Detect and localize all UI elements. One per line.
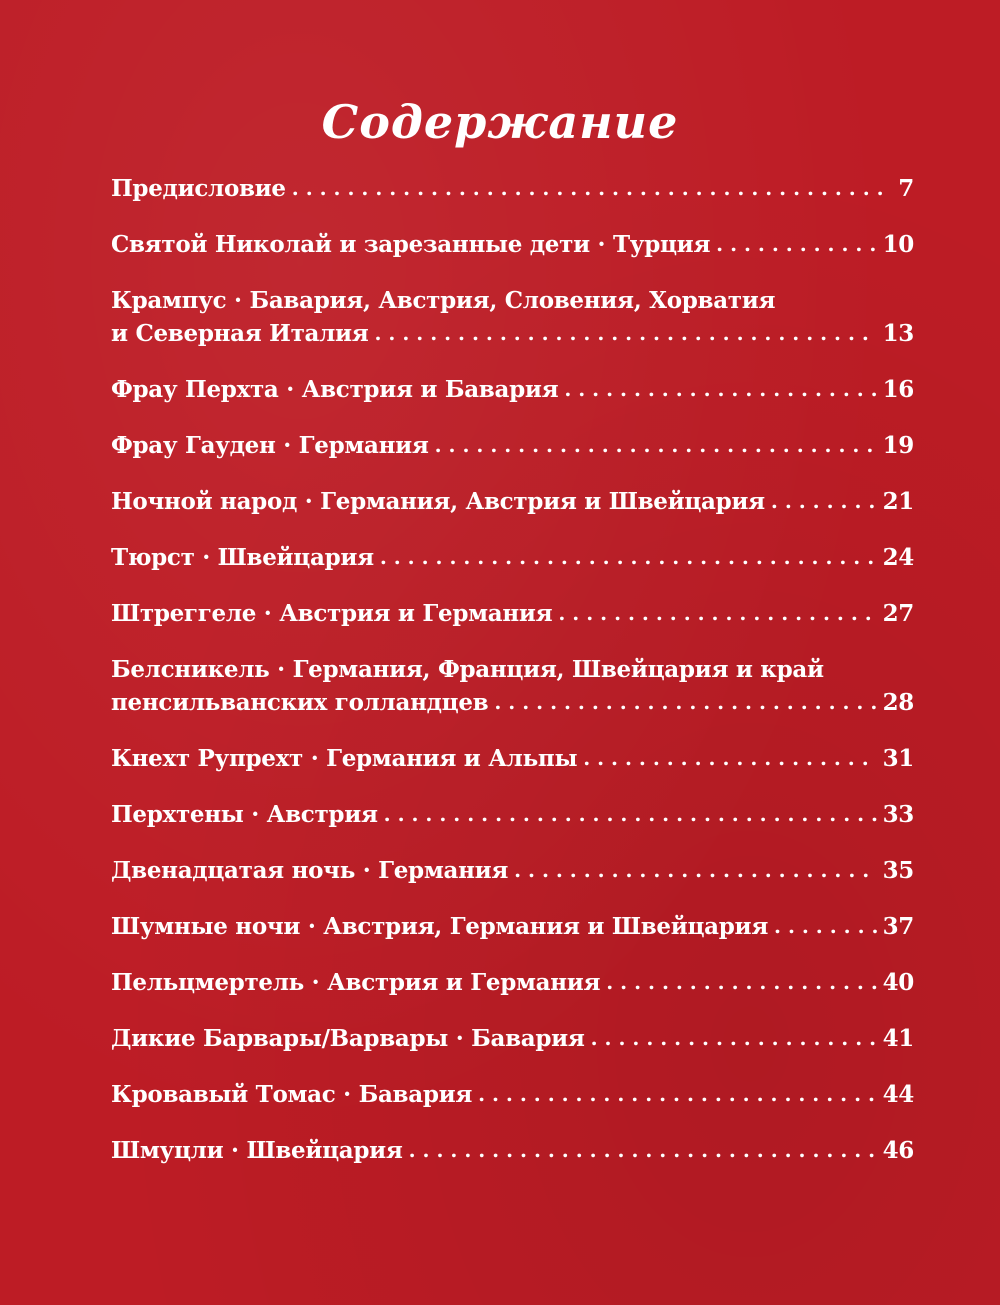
dot-leader — [771, 484, 877, 518]
toc-entry-title: Дикие Барвары/Варвары · Бавария — [111, 1025, 585, 1052]
toc-entry-title: Предисловие — [111, 175, 286, 202]
toc-page-number: 10 — [882, 231, 914, 258]
dot-leader — [380, 540, 877, 574]
toc-page-number: 24 — [882, 544, 914, 571]
dot-leader — [583, 741, 876, 775]
toc-entry-title: Двенадцатая ночь · Германия — [111, 857, 509, 884]
toc-page-number: 41 — [882, 1025, 914, 1052]
toc-page-number: 7 — [898, 175, 914, 202]
toc-page-number: 16 — [882, 376, 914, 403]
toc-entry-title: Пельцмертель · Австрия и Германия — [111, 969, 601, 996]
toc-page-number: 46 — [882, 1137, 914, 1164]
toc-page-number: 28 — [882, 689, 914, 716]
toc-entry-title: Штреггеле · Австрия и Германия — [111, 600, 553, 627]
toc-entry-title: Кнехт Рупрехт · Германия и Альпы — [111, 745, 578, 772]
toc-entry-title: Тюрст · Швейцария — [111, 544, 374, 571]
toc-page-number: 13 — [882, 320, 914, 347]
dot-leader — [292, 171, 882, 205]
table-of-contents — [111, 172, 914, 1190]
toc-entry-title: и Северная Италия — [111, 320, 369, 347]
toc-entry[interactable] — [111, 653, 914, 720]
toc-entry[interactable] — [111, 373, 914, 407]
dot-leader — [409, 1133, 877, 1167]
dot-leader — [494, 685, 876, 719]
toc-entry[interactable] — [111, 429, 914, 463]
toc-page-number: 44 — [882, 1081, 914, 1108]
dot-leader — [564, 372, 876, 406]
dot-leader — [774, 909, 877, 943]
toc-entry[interactable] — [111, 910, 914, 944]
toc-entry[interactable] — [111, 1078, 914, 1112]
toc-page-number: 19 — [882, 432, 914, 459]
toc-page-number: 40 — [882, 969, 914, 996]
dot-leader — [384, 797, 877, 831]
dot-leader — [435, 428, 877, 462]
toc-page-number: 37 — [882, 913, 914, 940]
toc-entry[interactable] — [111, 541, 914, 575]
toc-entry[interactable] — [111, 172, 914, 206]
toc-page-number: 35 — [882, 857, 914, 884]
page-title: Содержание — [321, 95, 679, 149]
dot-leader — [514, 853, 876, 887]
toc-entry[interactable] — [111, 597, 914, 631]
toc-page-number: 27 — [882, 600, 914, 627]
toc-entry[interactable] — [111, 742, 914, 776]
toc-entry-title-line1: Крампус · Бавария, Австрия, Словения, Хорватия — [111, 287, 776, 314]
dot-leader — [716, 227, 876, 261]
toc-entry[interactable] — [111, 854, 914, 888]
toc-entry-title: Шмуцли · Швейцария — [111, 1137, 403, 1164]
toc-page-number: 21 — [882, 488, 914, 515]
toc-entry-title: Кровавый Томас · Бавария — [111, 1081, 473, 1108]
toc-entry-title: Перхтены · Австрия — [111, 801, 378, 828]
toc-entry[interactable] — [111, 798, 914, 832]
toc-entry-title: Шумные ночи · Австрия, Германия и Швейцария — [111, 913, 769, 940]
toc-entry[interactable] — [111, 1022, 914, 1056]
toc-entry-title-line1: Белсникель · Германия, Франция, Швейцария и край — [111, 656, 824, 683]
toc-entry[interactable] — [111, 228, 914, 262]
dot-leader — [558, 596, 876, 630]
toc-entry[interactable] — [111, 1134, 914, 1168]
toc-entry[interactable] — [111, 485, 914, 519]
toc-page-number: 31 — [882, 745, 914, 772]
toc-entry[interactable] — [111, 284, 914, 351]
dot-leader — [591, 1021, 877, 1055]
toc-entry[interactable] — [111, 966, 914, 1000]
toc-entry-title: Фрау Гауден · Германия — [111, 432, 429, 459]
dot-leader — [375, 316, 877, 350]
toc-entry-title: Фрау Перхта · Австрия и Бавария — [111, 376, 559, 403]
toc-entry-title: Ночной народ · Германия, Австрия и Швейцария — [111, 488, 765, 515]
dot-leader — [606, 965, 876, 999]
dot-leader — [478, 1077, 877, 1111]
toc-entry-title: Святой Николай и зарезанные дети · Турция — [111, 231, 711, 258]
toc-entry-title: пенсильванских голландцев — [111, 689, 489, 716]
toc-page-number: 33 — [882, 801, 914, 828]
